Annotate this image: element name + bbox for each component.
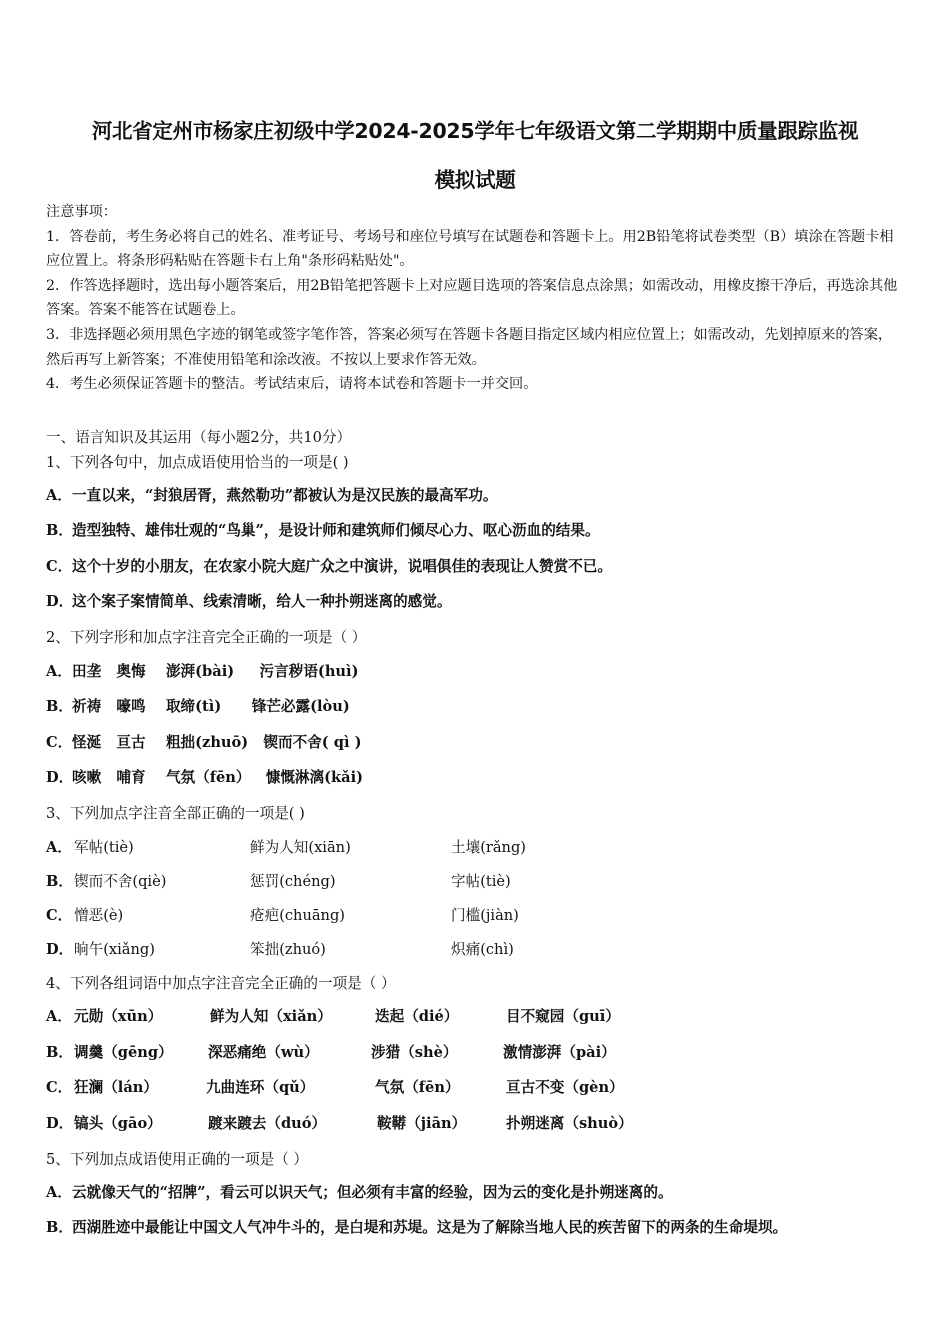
question-5-stem: 5、下列加点成语使用正确的一项是（ ） (46, 1151, 309, 1168)
question-4-row-a-label: A． (46, 1008, 72, 1025)
option-label: C． (46, 558, 73, 575)
question-3-row-c-col3: 门槛(jiàn) (451, 907, 519, 924)
notice-item-3: 3．非选择题必须用黑色字迹的钢笔或签字笔作答，答案必须写在答题卡各题目指定区域内相应位置上；如需改动，先划掉原来的答案，然后再写上新答案；不准使用铅笔和涂改液。不按以上要求作答无效。 (46, 326, 893, 368)
option-label: A． (46, 487, 72, 504)
question-3-row-c-col2: 疮疤(chuāng) (250, 907, 345, 924)
exam-title-line1: 河北省定州市杨家庄初级中学2024-2025学年七年级语文第二学期期中质量跟踪监视 (91, 119, 859, 143)
question-4-stem: 4、下列各组词语中加点字注音完全正确的一项是（ ） (46, 975, 396, 992)
option-text: 造型独特、雄伟壮观的“鸟巢”，是设计师和建筑师们倾尽心力、呕心沥血的结果。 (72, 522, 600, 539)
question-1-stem: 1、下列各句中，加点成语使用恰当的一项是( ) (46, 454, 349, 471)
question-3-row-a-label: A． (46, 839, 72, 856)
question-5-option-b (46, 1216, 787, 1237)
question-4-row-d-col2: 踱来踱去（duó） (208, 1115, 327, 1132)
question-4-row-b-col3: 涉猎（shè） (371, 1044, 458, 1061)
question-2-option-c (46, 731, 362, 752)
question-3-row-b-col2: 惩罚(chéng) (250, 873, 336, 890)
question-3-row-b-label: B． (46, 873, 73, 890)
question-1-option-d (46, 590, 451, 611)
exam-title-line2: 模拟试题 (434, 168, 516, 192)
question-2-option-a (46, 660, 359, 681)
option-text: 咳嗽 哺育 气氛（fēn） 慷慨淋漓(kǎi) (72, 769, 364, 786)
question-4-row-c-col1: 狂澜（lán） (74, 1079, 158, 1096)
question-2-option-d (46, 766, 363, 787)
option-label: B． (46, 522, 73, 539)
question-3-row-a-col2: 鲜为人知(xiān) (250, 839, 351, 856)
option-text: 祈祷 嚎鸣 取缔(tì) 锋芒必露(lòu) (72, 698, 350, 715)
question-4-row-d-col4: 扑朔迷离（shuò） (506, 1115, 633, 1132)
question-4-row-b-label: B． (46, 1044, 73, 1061)
question-2-option-b (46, 695, 350, 716)
option-label: B． (46, 1219, 73, 1236)
question-3-row-b-col1: 锲而不舍(qiè) (74, 873, 167, 890)
question-3-row-a-col1: 军帖(tiè) (74, 839, 134, 856)
question-3-row-d-col2: 笨拙(zhuó) (250, 941, 326, 958)
question-4-row-a-col4: 目不窥园（guī） (506, 1008, 620, 1025)
question-3-row-d-label: D． (46, 941, 74, 958)
question-3-row-d-col3: 炽痛(chì) (451, 941, 514, 958)
question-4-row-b-col2: 深恶痛绝（wù） (208, 1044, 319, 1061)
question-4-row-b-col1: 调羹（gēng） (74, 1044, 173, 1061)
notice-item-2: 2．作答选择题时，选出每小题答案后，用2B铅笔把答题卡上对应题目选项的答案信息点涂黑；如需改动，用橡皮擦干净后，再选涂其他答案。答案不能答在试题卷上。 (46, 277, 898, 319)
question-4-row-a-col1: 元勋（xūn） (74, 1008, 163, 1025)
option-text: 云就像天气的“招牌”，看云可以识天气；但必须有丰富的经验，因为云的变化是扑朔迷离的。 (72, 1184, 673, 1201)
question-5-option-a (46, 1181, 673, 1202)
question-1-option-a (46, 484, 497, 505)
option-label: A． (46, 663, 72, 680)
question-3-row-d-col1: 晌午(xiǎng) (74, 941, 155, 958)
question-4-row-a-col3: 迭起（dié） (375, 1008, 459, 1025)
question-4-row-d-col3: 鞍鞯（jiān） (377, 1115, 467, 1132)
question-4-row-c-label: C． (46, 1079, 73, 1096)
question-1-option-c (46, 555, 612, 576)
notice-block (46, 200, 904, 397)
question-4-row-b-col4: 激情澎湃（pài） (503, 1044, 616, 1061)
option-text: 田垄 奥悔 澎湃(bài) 污言秽语(huì) (72, 663, 359, 680)
option-label: D． (46, 593, 74, 610)
question-3-row-c-col1: 憎恶(è) (74, 907, 124, 924)
option-label: A． (46, 1184, 72, 1201)
option-label: B． (46, 698, 73, 715)
question-1-option-b (46, 519, 600, 540)
question-3-row-a-col3: 土壤(rǎng) (451, 839, 526, 856)
question-3-row-c-label: C． (46, 907, 73, 924)
question-4-row-d-label: D． (46, 1115, 74, 1132)
option-text: 这个十岁的小朋友，在农家小院大庭广众之中演讲，说唱俱佳的表现让人赞赏不已。 (72, 558, 612, 575)
section-heading: 一、语言知识及其运用（每小题2分，共10分） (46, 429, 352, 446)
question-2-stem: 2、下列字形和加点字注音完全正确的一项是（ ） (46, 629, 367, 646)
notice-heading: 注意事项： (46, 204, 117, 220)
question-4-row-c-col3: 气氛（fēn） (375, 1079, 460, 1096)
question-4-row-c-col2: 九曲连环（qǔ） (206, 1079, 315, 1096)
option-label: C． (46, 734, 73, 751)
option-text: 一直以来，“封狼居胥，燕然勒功”都被认为是汉民族的最高军功。 (72, 487, 498, 504)
question-4-row-a-col2: 鲜为人知（xiǎn） (210, 1008, 332, 1025)
option-text: 这个案子案情简单、线索清晰，给人一种扑朔迷离的感觉。 (72, 593, 452, 610)
option-label: D． (46, 769, 74, 786)
question-3-stem: 3、下列加点字注音全部正确的一项是( ) (46, 805, 305, 822)
option-text: 怪涎 亘古 粗拙(zhuō) 锲而不舍( qì ) (72, 734, 362, 751)
question-4-row-c-col4: 亘古不变（gèn） (506, 1079, 624, 1096)
question-3-row-b-col3: 字帖(tiè) (451, 873, 511, 890)
option-text: 西湖胜迹中最能让中国文人气冲牛斗的，是白堤和苏堤。这是为了解除当地人民的疾苦留下的两条的生命堤坝。 (72, 1219, 788, 1236)
notice-item-1: 1．答卷前，考生务必将自己的姓名、准考证号、考场号和座位号填写在试题卷和答题卡上。用2B铅笔将试卷类型（B）填涂在答题卡相应位置上。将条形码粘贴在答题卡右上角"条形码粘贴处"。 (46, 228, 894, 270)
notice-item-4: 4．考生必须保证答题卡的整洁。考试结束后，请将本试卷和答题卡一并交回。 (46, 376, 538, 393)
question-4-row-d-col1: 镐头（gāo） (74, 1115, 162, 1132)
